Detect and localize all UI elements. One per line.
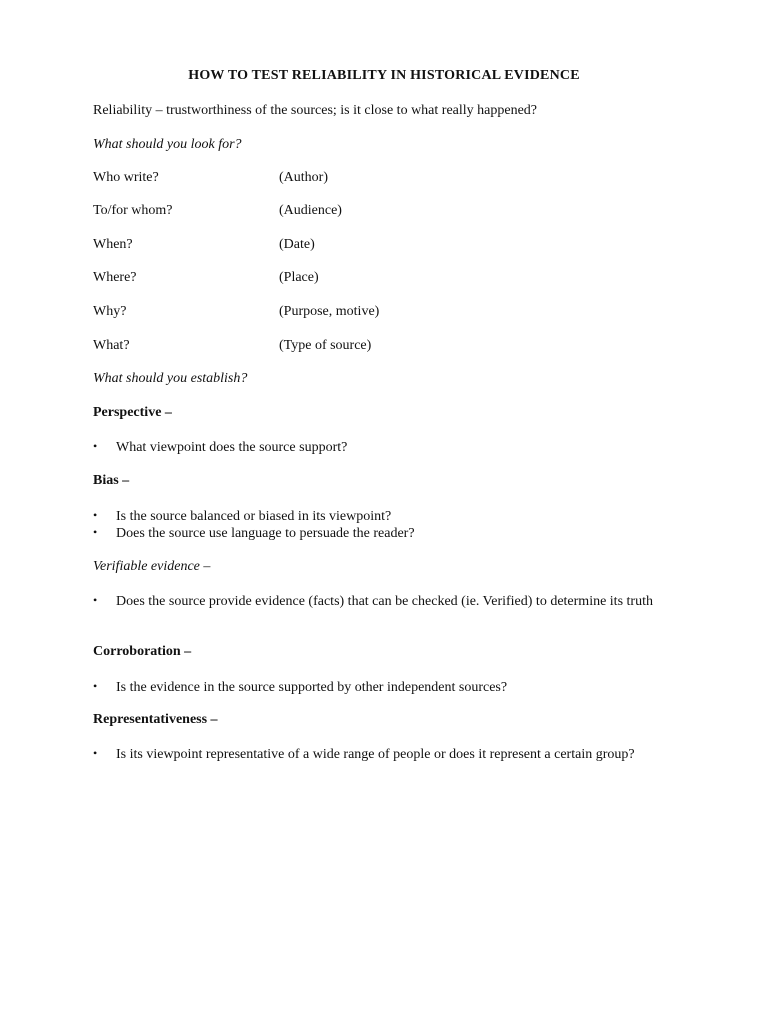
question-answer: (Purpose, motive) [279, 304, 380, 319]
list-item [93, 439, 673, 456]
list-item-text: Is its viewpoint representative of a wide range of people or does it represent a certain group? [116, 747, 635, 762]
question-row [93, 203, 693, 221]
list-item [93, 508, 673, 525]
bullet-icon: • [93, 439, 98, 453]
question-answer: (Type of source) [279, 338, 372, 353]
question-answer: (Date) [279, 237, 315, 252]
question-label: Why? [93, 304, 127, 319]
list-item-text: What viewpoint does the source support? [116, 440, 348, 455]
list-item [93, 525, 673, 542]
question-row [93, 338, 693, 356]
bullet-icon: • [93, 746, 98, 760]
perspective-heading: Perspective – [93, 405, 172, 420]
question-answer: (Author) [279, 170, 328, 185]
bullet-icon: • [93, 525, 98, 539]
list-item-text: Is the source balanced or biased in its viewpoint? [116, 509, 392, 524]
intro-text: Reliability – trustworthiness of the sources; is it close to what really happened? [93, 103, 538, 118]
question-answer: (Place) [279, 270, 319, 285]
list-item [93, 746, 673, 763]
bullet-icon: • [93, 679, 98, 693]
question-row [93, 270, 693, 288]
question-answer: (Audience) [279, 203, 342, 218]
list-item-text: Does the source use language to persuade the reader? [116, 526, 415, 541]
question-row [93, 237, 693, 255]
question-label: What? [93, 338, 130, 353]
question-label: Who write? [93, 170, 159, 185]
question-label: Where? [93, 270, 137, 285]
page-title: HOW TO TEST RELIABILITY IN HISTORICAL EVIDENCE [188, 68, 580, 83]
corroboration-heading: Corroboration – [93, 644, 192, 659]
look-for-heading: What should you look for? [93, 137, 242, 152]
list-item [93, 593, 673, 610]
verifiable-evidence-heading: Verifiable evidence – [93, 559, 211, 574]
list-item-text: Is the evidence in the source supported by other independent sources? [116, 680, 508, 695]
establish-heading: What should you establish? [93, 371, 248, 386]
bias-heading: Bias – [93, 473, 130, 488]
list-item [93, 679, 673, 696]
question-row [93, 170, 693, 188]
bullet-icon: • [93, 508, 98, 522]
question-label: To/for whom? [93, 203, 173, 218]
question-row [93, 304, 693, 322]
bullet-icon: • [93, 593, 98, 607]
question-label: When? [93, 237, 133, 252]
representativeness-heading: Representativeness – [93, 712, 218, 727]
list-item-text: Does the source provide evidence (facts) that can be checked (ie. Verified) to determine its truth [116, 594, 653, 609]
